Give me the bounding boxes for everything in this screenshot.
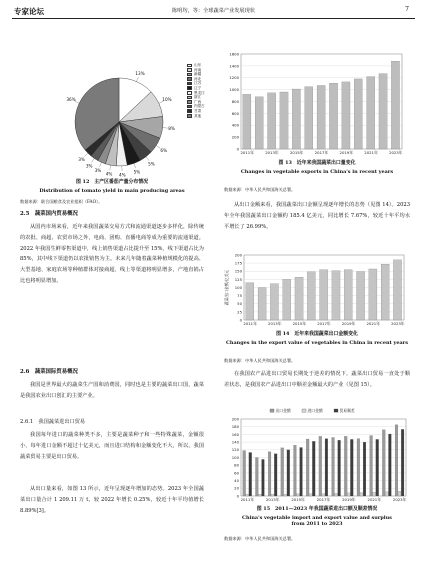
fig15-bar-chart: [224, 405, 410, 505]
bar: [373, 492, 376, 496]
pie-label-2: 8%: [168, 126, 175, 132]
y-tick-label: 175: [234, 260, 242, 266]
bar: [255, 97, 263, 149]
bar: [295, 277, 303, 320]
bar: [379, 74, 387, 149]
bar: [271, 494, 274, 496]
bar: [280, 92, 288, 149]
bar: [255, 458, 258, 497]
journal-column-name: 专家论坛: [14, 7, 44, 16]
pie-leader-9: [91, 158, 94, 162]
y-tick-label: 200: [231, 416, 239, 422]
bar: [382, 430, 385, 496]
fig15-caption-en: China's vegetable import and export value and surplus from 2011 to 2023: [242, 515, 392, 528]
bar: [309, 494, 312, 496]
fig12-source: 数据来源：联合国粮食及农业组织（FAO）。: [20, 199, 103, 204]
fig13-bar-chart: [224, 50, 410, 158]
legend-label: 进口金额: [307, 408, 323, 413]
y-tick-label: 60: [234, 470, 239, 476]
x-tick-label: 2019年: [339, 150, 354, 155]
y-tick-label: 800: [231, 98, 239, 104]
y-tick-label: 20: [234, 485, 239, 491]
pie-label-3: 6%: [160, 147, 168, 153]
fig12-caption-en: Distribution of tomato yield in main producing areas: [39, 188, 185, 194]
legend-swatch: [187, 100, 192, 104]
x-tick-label: 2021年: [366, 321, 380, 326]
legend-swatch: [187, 105, 192, 109]
section-2-6-body: 我国是世界最大的蔬菜生产国和消费国，同时也是主要的蔬菜出口国，蔬菜是我国农业出口创汇的主要产业。: [20, 382, 204, 399]
x-tick-label: 2017年: [314, 150, 329, 155]
bar: [325, 439, 328, 496]
bar: [332, 271, 340, 320]
x-tick-label: 2019年: [341, 321, 356, 326]
y-tick-label: 1600: [229, 51, 239, 57]
legend-swatch: [187, 86, 192, 90]
legend-label: 出口金额: [275, 408, 291, 413]
page-number: 7: [405, 6, 409, 13]
bar: [292, 89, 300, 149]
running-title: 陈明均，等：全球蔬菜产业发展现状: [171, 8, 255, 14]
fig12-legend: [187, 63, 205, 118]
legend-label: 河南: [194, 67, 202, 72]
y-tick-label: 0: [236, 146, 239, 152]
bar: [363, 442, 366, 496]
fig12-caption-cn: 图 12 主产区番茄产量分布情况: [75, 179, 149, 185]
x-tick-label: 2013年: [265, 497, 280, 502]
y-tick-label: 75: [237, 293, 242, 299]
pie-leader-7: [110, 165, 111, 170]
legend-label: 贸易顺差: [339, 408, 355, 413]
fig12-pie-chart: [44, 56, 194, 188]
fig14-bar-chart: [224, 251, 410, 329]
bar: [319, 436, 322, 496]
y-tick-label: 400: [231, 122, 239, 128]
pie-leader-0: [136, 77, 138, 82]
bar: [338, 440, 341, 496]
y-tick-label: 200: [234, 252, 242, 258]
x-tick-label: 2013年: [268, 321, 282, 326]
bar: [258, 288, 266, 321]
bar: [274, 454, 277, 496]
section-2-5-title: 2.5 蔬菜国内贸易概况: [20, 211, 78, 217]
y-tick-label: 200: [231, 134, 239, 140]
x-tick-label: 2021年: [367, 497, 382, 502]
legend-swatch: [187, 109, 192, 113]
legend-swatch: [187, 114, 192, 118]
bar: [307, 272, 315, 320]
legend-label: 辽宁: [194, 85, 202, 90]
pie-label-11: 36%: [66, 96, 76, 102]
section-2-6-1-title: 2.6.1 我国蔬菜进出口贸易: [20, 419, 86, 425]
section-2-6-1-body1: 我国每年进口的蔬菜种类不多，主要是蔬菜种子和一些特殊蔬菜，金额很小，每年进口金额不超过十亿美元，而且进口结构和金额变化不大，所以，我国蔬菜贸易主要是出口贸易。: [20, 432, 204, 460]
bar: [306, 439, 309, 496]
bar: [376, 439, 379, 496]
fig15-source: 数据来源：中华人民共和国海关总署。: [224, 536, 296, 541]
legend-swatch: [187, 77, 192, 81]
legend-swatch: [187, 91, 192, 95]
x-tick-label: 2023年: [392, 497, 407, 502]
x-tick-label: 2011年: [243, 321, 257, 326]
pie-label-5: 5%: [133, 169, 141, 175]
x-tick-label: 2015年: [289, 150, 304, 155]
pie-legend-item: [187, 114, 205, 119]
right-paragraph-1: 从出口金额来看，我国蔬菜出口金额呈现逐年增长的态势（见图 14）。2023 年全年我国蔬菜出口金额约 185.4 亿美元，同比增长 7.67%，较近十年平均水平增长了 26.99%。: [224, 202, 410, 230]
bar: [388, 434, 391, 496]
pie-leader-4: [146, 157, 149, 161]
y-tick-label: 160: [231, 431, 239, 437]
bar: [322, 494, 325, 496]
fig13-caption-en: Changes in vegetable exports in China's in recent years: [240, 169, 394, 175]
x-tick-label: 2019年: [342, 497, 356, 502]
bar: [317, 85, 325, 149]
bar: [332, 437, 335, 496]
y-tick-label: 180: [231, 424, 239, 430]
pie-label-6: 4%: [118, 172, 126, 178]
bar: [246, 494, 249, 496]
y-tick-label: 80: [234, 462, 239, 468]
bar: [294, 445, 297, 496]
bar: [268, 452, 271, 496]
y-tick-label: 1200: [229, 75, 239, 81]
pie-label-9: 3%: [85, 163, 93, 169]
legend-label: 新疆: [194, 72, 202, 77]
bar: [243, 94, 251, 149]
pie-label-10: 3%: [78, 156, 85, 162]
legend-label: 山东: [194, 63, 202, 67]
x-tick-label: 2015年: [292, 321, 307, 326]
x-tick-label: 2011年: [240, 497, 255, 502]
y-tick-label: 0: [239, 317, 242, 323]
bar: [335, 493, 338, 496]
legend-label: 广西: [194, 99, 202, 104]
bar: [284, 494, 287, 496]
bar: [347, 493, 350, 496]
legend-swatch: [270, 409, 274, 412]
bar: [283, 279, 291, 320]
legend-label: 河北: [194, 76, 202, 81]
legend-label: 江苏: [194, 81, 202, 86]
y-tick-label: 100: [234, 284, 242, 290]
bar: [312, 441, 315, 496]
y-tick-label: 150: [234, 268, 242, 274]
bar: [344, 436, 347, 496]
pie-leader-10: [84, 153, 88, 157]
bar: [329, 83, 337, 149]
x-tick-label: 2021年: [364, 150, 378, 155]
bar: [344, 270, 352, 320]
bar: [305, 87, 313, 149]
bar: [270, 284, 278, 320]
right-paragraph-2: 在我国农产品进出口贸易长期处于逆差的情况下，蔬菜出口贸易一直处于顺差状态，是我国农产品进出口中顺差金额最大的产业（见图 15）。: [224, 371, 410, 388]
pie-leader-5: [134, 163, 136, 168]
legend-label: 其他: [194, 113, 202, 118]
fig13-caption-cn: 图 13 近年来我国蔬菜出口量变化: [278, 160, 356, 166]
pie-label-1: 10%: [162, 96, 172, 102]
fig14-caption-en: Changes in the export value of vegetables in China in recent years: [226, 340, 408, 346]
legend-swatch: [302, 409, 306, 412]
bar: [246, 283, 254, 320]
section-2-6-title: 2.6 蔬菜国际贸易概况: [20, 369, 78, 375]
legend-swatch: [187, 73, 192, 77]
x-tick-label: 2017年: [317, 321, 331, 326]
y-tick-label: 120: [231, 447, 239, 453]
fig14-caption-cn: 图 14 近年来我国蔬菜出口金额变化: [276, 331, 358, 337]
bar: [356, 272, 364, 320]
bar: [268, 93, 276, 149]
bar: [350, 439, 353, 496]
x-tick-label: 2023年: [391, 321, 405, 326]
bar: [287, 450, 290, 496]
y-tick-label: 125: [234, 276, 242, 282]
legend-swatch: [187, 82, 192, 86]
bar: [354, 79, 362, 149]
bar: [243, 451, 246, 496]
bar: [393, 260, 401, 320]
y-tick-label: 140: [231, 439, 239, 445]
legend-swatch: [187, 64, 192, 68]
bar: [281, 448, 284, 496]
bar: [391, 61, 399, 149]
y-tick-label: 600: [231, 110, 239, 116]
x-tick-label: 2013年: [265, 150, 279, 155]
bar: [367, 77, 375, 149]
bar: [360, 493, 363, 496]
bar: [357, 439, 360, 496]
legend-label: 黑龙江: [194, 90, 205, 95]
x-tick-label: 2015年: [291, 497, 305, 502]
fig14-source: 数据来源：中华人民共和国海关总署。: [224, 358, 296, 363]
bar: [320, 270, 328, 320]
header-rule: [12, 18, 415, 19]
bar: [369, 269, 377, 320]
x-tick-label: 2017年: [316, 497, 331, 502]
y-tick-label: 50: [237, 301, 242, 307]
bar: [300, 447, 303, 496]
y-tick-label: 100: [231, 454, 239, 460]
y-tick-label: 40: [234, 478, 239, 483]
x-tick-label: 2023年: [389, 150, 403, 155]
y-axis-label: 蔬菜出口金额/亿美元: [224, 269, 229, 306]
legend-swatch: [334, 409, 338, 412]
pie-label-8: 3%: [94, 168, 102, 174]
x-tick-label: 2011年: [240, 150, 254, 155]
bar: [385, 492, 388, 496]
y-tick-label: 0: [236, 493, 239, 499]
bar: [249, 452, 252, 496]
bar: [381, 264, 389, 320]
bar: [259, 494, 262, 496]
bar: [262, 459, 265, 496]
bar: [370, 436, 373, 496]
bar: [342, 82, 350, 149]
bar: [401, 429, 404, 496]
y-tick-label: 1000: [229, 87, 239, 93]
section-2-6-1-body2: 从出口量来看，如图 13 所示，近年呈现逐年增加的态势。2023 年全国蔬菜出口量合计 1 209.11 万 t，较 2022 年增长 0.25%，较近十年平均值增长 8.89%[3]。: [20, 486, 204, 514]
legend-swatch: [187, 68, 192, 72]
pie-label-0: 13%: [135, 70, 145, 76]
section-2-5-body: 从国内市场来看，近年来我国蔬菜交易方式和流通渠道逐步多样化，除传统的农批、商超、农贸市场之外，电商、团购、直播电商等成为重要的流通渠道。2022 年我国生鲜零售渠道中，线上销售渠道占比提升至 15%，线下渠道占比为 85%，其中线下渠道仍以农批销售为主。未来几年随着蔬菜种植规模化的提高、大型基地、家庭农场等种植群体对接商超、线上等渠道将明显增多，产地直销占比也将明显增加。: [20, 224, 204, 284]
fig15-caption-cn: 图 15 2011—2023 年我国蔬菜进出口额及顺差情况: [256, 506, 378, 512]
y-tick-label: 25: [237, 309, 242, 315]
legend-label: 内蒙古: [194, 104, 205, 109]
pie-leader-8: [100, 162, 102, 167]
bar: [297, 494, 300, 496]
fig13-source: 数据来源：中华人民共和国海关总署。: [224, 187, 296, 192]
pie-label-4: 5%: [148, 161, 155, 167]
legend-label: 浙江: [194, 95, 202, 100]
legend-label: 甘肃: [194, 108, 202, 113]
y-tick-label: 1400: [229, 63, 239, 69]
pie-leader-2: [163, 128, 168, 129]
bar: [395, 425, 398, 496]
pie-label-7: 4%: [105, 171, 113, 177]
bar: [398, 491, 401, 496]
legend-swatch: [187, 96, 192, 100]
